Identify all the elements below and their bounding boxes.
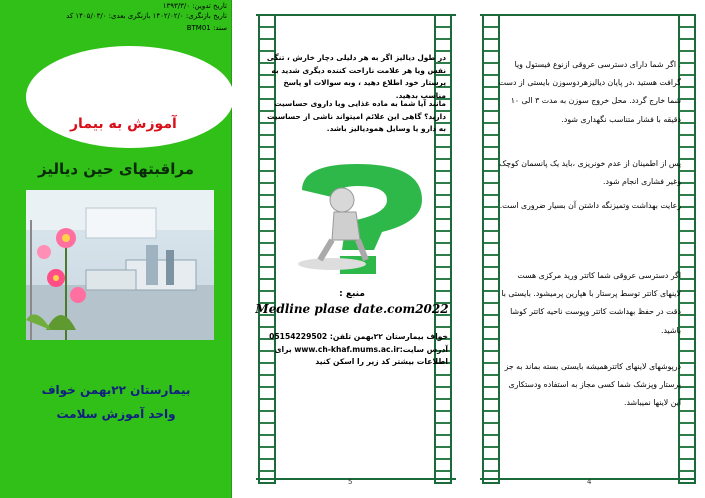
scan-code-line: اطلاعات بیشتر کد زیر را اسکن کنید [315, 357, 448, 366]
question-mark-icon [262, 160, 450, 280]
meta-line-2: تاریخ بازنگری: ۱۴۰۲/۰۲/۰ بازنگری بعدی: ۱۴۰۵/۰۳/۰ کد [66, 12, 227, 20]
source-label: منبع : [339, 289, 365, 299]
hospital-name: بیمارستان ۲۲بهمن خواف [41, 383, 191, 397]
health-education-unit: واحد آموزش سلامت [56, 407, 176, 421]
patient-education-badge: آموزش به بیمار [70, 116, 177, 132]
right-paragraph-2: پس از اطمینان از عدم خونریزی ،باید یک پانسمان کوچک وغیر فشاری انجام شود. [499, 159, 681, 187]
meta-line-3: سند: BTM01 [186, 24, 227, 32]
dialysis-ward-photo [26, 190, 214, 340]
right-paragraph-4: اگر دسترسی عروقی شما کاتتر ورید مرکزی هست لاینهای کاتتر توسط پرستار با هپارین پرمیشود. بایستی با دقت در حفظ بهداشت کاتتر وپوست ناحیه کاتتر کوشا باشید. [501, 271, 681, 335]
right-paragraph-1: . اگر شما دارای دسترسی عروقی ازنوع فیستول ویا گرافت هستید ،در پایان دیالیزهردوسوزن بایستی از دست شما خارج گردد. محل خروج سوزن به مدت ۳ الی ۱۰ دقیقه با فشار متناسب نگهداری شود. [498, 60, 681, 124]
brochure-title: مراقبتهای حین دیالیز [37, 160, 195, 178]
middle-paragraph-1: در طول دیالیز اگر به هر دلیلی دچار خارش ، تنگی نفس ویا هر علامت ناراحت کننده دیگری شدید به پرستار خود اطلاع دهید ، وبه سوالات او پاسخ مناسب بدهید. [266, 53, 446, 100]
page-number-4: 4 [587, 478, 592, 486]
right-paragraph-3: رعایت بهداشت وتمیزنگه داشتن آن بسیار ضروری است. [499, 201, 681, 210]
source-reference: Medline plase date.com2022 [255, 302, 449, 316]
title-oval [26, 46, 234, 148]
meta-line-1: تاریخ تدوین: ۱۳۹۳/۳/۰ [162, 2, 227, 10]
middle-paragraph-2: مانند آیا شما به ماده غذایی ویا داروی حساسیت دارید؟ گاهی این علائم امیتواند ناشی از حساسیت به دارو یا وسایل همودیالیز باشد. [267, 99, 446, 133]
ward-illustration [26, 190, 214, 340]
page-number-5: 5 [348, 478, 353, 486]
hospital-address: خواف بیمارستان ۲۲بهمن تلفن: 05154229502 [269, 332, 448, 341]
question-mark-graphic [262, 160, 450, 280]
cover-panel [0, 0, 232, 498]
website-line: آدرس سایت:www.ch-khaf.mums.ac.ir برای [274, 345, 448, 354]
right-paragraph-5: درپوشهای لاینهای کاتترهمیشه بایستی بسته بماند به جز پرستار وپزشک شما کسی مجاز به استفاده ودستکاری این لاینها نمیباشد. [504, 362, 681, 408]
